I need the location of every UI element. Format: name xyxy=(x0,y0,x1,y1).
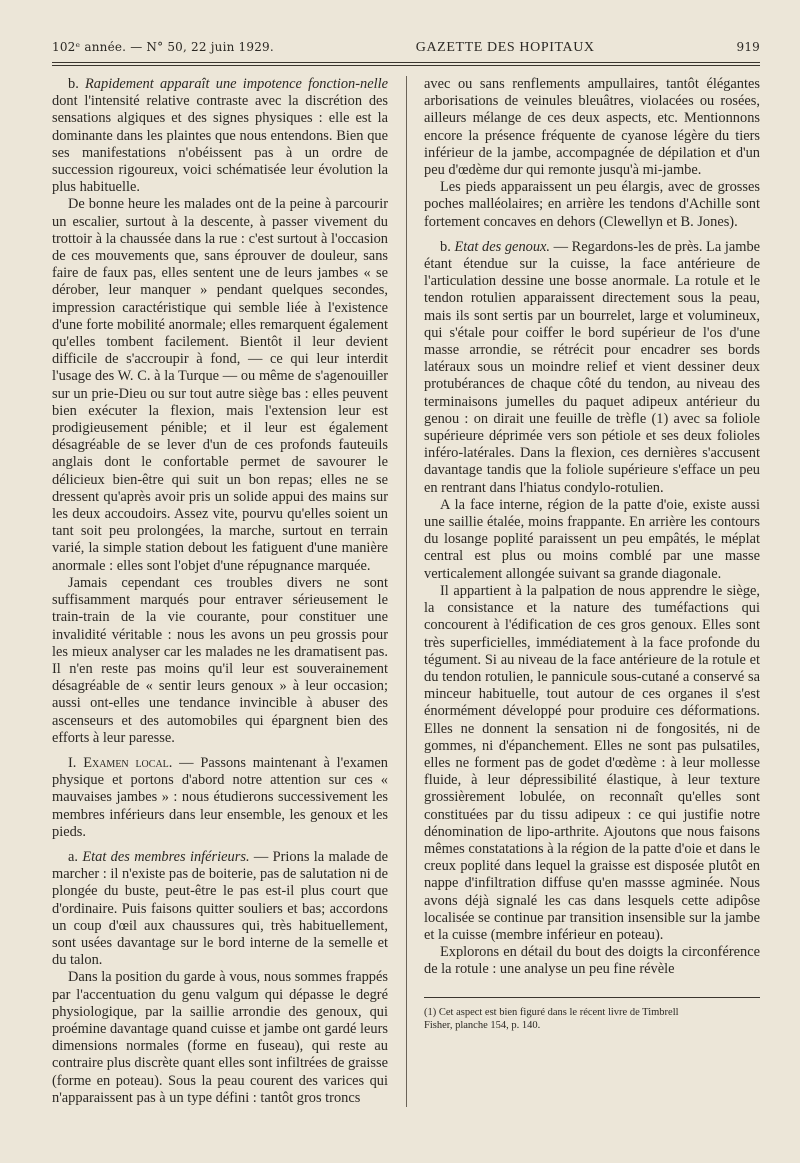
paragraph xyxy=(52,755,388,841)
emphasis: Etat des membres inférieurs. xyxy=(82,848,250,865)
paragraph xyxy=(424,944,760,978)
emphasis: Etat des genoux. xyxy=(454,238,551,255)
paragraph-text: — Passons maintenant à l'examen physique et portons d'abord notre attention sur ces « mauvaises jambes » : nous étudierons successivement les membres inférieurs dans leur ensemble, les genoux et les pieds. xyxy=(52,754,389,840)
paragraph xyxy=(52,575,388,747)
footnote-line-2: Fisher, planche 154, p. 140. xyxy=(424,1019,541,1031)
paragraph xyxy=(424,583,760,944)
header-rule xyxy=(52,62,760,63)
paragraph xyxy=(424,497,760,583)
paragraph xyxy=(424,76,760,179)
paragraph xyxy=(52,969,388,1107)
article-body xyxy=(52,76,760,1107)
paragraph-lead: a. xyxy=(68,848,83,865)
page-number: 919 xyxy=(736,40,760,54)
header-rule-thin xyxy=(52,65,760,66)
footnote-line-1: (1) Cet aspect est bien figuré dans le récent livre de Timbrell xyxy=(424,1006,679,1018)
right-column xyxy=(424,76,760,1107)
paragraph-text: — Prions la malade de marcher : il n'existe pas de boiterie, pas de salutation ni de plongée du buste, peut-être le pas est-il plus court que d'ordinaire. Puis faisons quitter souliers et bas; accordons un coup d'œil aux chaussures qui, très habituellement, sont usées davantage sur le bord interne de la semelle et du talon. xyxy=(52,848,388,969)
paragraph-text: A la face interne, région de la patte d'oie, existe aussi une saillie étalée, moins frappante. En arrière les contours du losange poplité paraissent un peu empâtés, le méplat central est plus ou moins comblé par une masse verticalement allongée suivant sa grande diagonale. xyxy=(424,496,760,582)
paragraph-lead: b. xyxy=(68,76,86,92)
running-header xyxy=(52,40,760,62)
paragraph-text: avec ou sans renflements ampullaires, tantôt élégantes arborisations de veinules bleuâtres, violacées ou rosées, ailleurs mélange de ces deux aspects, etc. Mentionnons encore la présence fréquente de cyanose légère du tiers inférieur de la jambe, accompagnée de dépilation et d'un peu d'œdème dur qui remonte jusqu'à mi-jambe. xyxy=(424,76,760,179)
paragraph-text: Jamais cependant ces troubles divers ne sont suffisamment marqués pour entraver sérieusement le train-train de la vie courante, pour constituer une invalidité véritable : nous les avons un peu grossis pour les mieux analyser car les malades ne les dramatisent pas. Il n'en reste pas moins qu'il leur est souverainement désagréable de « sentir leurs genoux » à leur occasion; aussi ont-elles une tendance invincible à abuser des ascenseurs et des automobiles qui épargnent bien des efforts à leur paresse. xyxy=(52,574,388,746)
paragraph-text: De bonne heure les malades ont de la peine à parcourir un escalier, surtout à la descente, à passer vivement du trottoir à la chaussée dans la rue : c'est surtout à l'occasion de ces mouvements que, sans éprouver de douleur, sans faire de faux pas, elles sentent une de leurs jambes « se dérober, leur manquer » pendant quelques secondes, impression caractéristique qui semble liée à l'existence d'une forte mobilité anormale; elles remarquent également qu'elles tombent facilement. Bientôt il leur devient difficile de s'accroupir à fond, — ce qui leur interdit l'usage des W. C. à la Turque — ou même de s'agenouiller sur un prie-Dieu ou sur tout autre siège bas : elles peuvent bien exécuter la flexion, mais l'extension leur est prodigieusement pénible; et il leur est également désagréable de se lever d'un de ces profonds fauteuils anglais dont le confortable permet de savourer le délicieux bien-être qui suit un bon repas; elles ne se dressent qu'après avoir pris un solide appui des mains sur les deux accoudoirs. Assez vite, pourvu qu'elles soient un tant soit peu prolongées, la marche, surtout en terrain varié, la simple station debout les fatiguent d'une manière anormale : elles sont l'objet d'une répugnance marquée. xyxy=(52,196,388,574)
left-column xyxy=(52,76,388,1107)
right-column-text xyxy=(424,76,760,979)
section-heading: I. Examen local. xyxy=(68,754,173,771)
journal-title: GAZETTE DES HOPITAUX xyxy=(415,40,595,55)
paragraph xyxy=(52,196,388,574)
paragraph-text: — Regardons-les de près. La jambe étant étendue sur la cuisse, la face antérieure de l'articulation dessine une bosse anormale. La rotule et le tendon rotulien apparaissent directement sous la peau, mais ils sont sertis par un bourrelet, large et volumineux, qui s'étale pour coiffer le bord supérieur de l'os d'une masse arrondie, se rétrécit pour encadrer ses bords latéraux sous un moindre relief et vient dessiner deux protubérances de chaque côté du tendon, au niveau des terminaisons jumelles du paquet adipeux antérieur du genou : on dirait une feuille de trèfle (1) avec sa foliole supérieure déprimée vers son pétiole et ses deux folioles inféro-latérales. Dans la flexion, ces dernières s'accusent davantage tandis que la foliole supérieure s'efface un peu en rentrant dans l'hiatus condylo-rotulien. xyxy=(424,238,761,496)
paragraph xyxy=(424,179,760,231)
column-divider xyxy=(406,76,407,1107)
paragraph-text: Explorons en détail du bout des doigts la circonférence de la rotule : une analyse un peu fine révèle xyxy=(424,944,760,978)
paragraph-text: dont l'intensité relative contraste avec la discrétion des sensations algiques et des signes physiques : elle est la dominante dans les plaintes que nous entendons. Bien que ses manifestations n'obéissent pas à un ordre de succession rigoureux, voici schématisée leur évolution la plus habituelle. xyxy=(52,93,388,196)
paragraph-text: Dans la position du garde à vous, nous sommes frappés par l'accentuation du genu valgum qui dépasse le degré physiologique, par la saillie arrondie des genoux, qui proémine davantage quand cuisse et jambe ont gardé leurs dimensions normales (forme en fuseau), qui reste au contraire plus discrète quant elles sont infiltrées de graisse (forme en poteau). Sous la peau courent des varices qui n'apparaissent pas à un type défini : tantôt gros troncs xyxy=(52,969,388,1106)
paragraph-text: Il appartient à la palpation de nous apprendre le siège, la consistance et la nature des tuméfactions qui concourent à l'édification de ces gros genoux. Elles sont très superficielles, immédiatement à la face profonde du tégument. Si au niveau de la face antérieure de la rotule et du tendon rotulien, le pannicule sous-cutané a conservé sa minceur habituelle, tout autour de ces organes il s'est énormément développé pour produire ces déformations. Elles ne donnent la sensation ni de fongosités, ni de gommes, ni d'épanchement. Elles ne sont pas pulsatiles, elles ne forment pas de godet d'œdème : à leur mollesse fluide, à leur dépressibilité élastique, à leur texture grossièrement lobulée, on reconnaît qu'elles sont constituées par du tissu adipeux : ce qui justifie notre dénomination de lipo-arthrite. Ajoutons que nous faisons mêmes constatations à la région de la patte d'oie et dans le creux poplité dans lequel la graisse est disposée plutôt en nappe d'infiltration diffuse qu'en massse agminée. Nous avons déjà signalé les cas dans lesquels cette adipôse localisée se continue par transition insensible sur la jambe et la cuisse (membre inférieur en poteau). xyxy=(424,582,760,943)
issue-info: 102ᵉ année. — N° 50, 22 juin 1929. xyxy=(52,40,274,54)
paragraph-lead: b. xyxy=(440,238,455,255)
emphasis: Rapidement apparaît une impotence fonction-nelle xyxy=(85,76,389,92)
footnote-rule xyxy=(424,997,760,998)
paragraph-text: Les pieds apparaissent un peu élargis, avec de grosses poches malléolaires; en arrière les tendons d'Achille sont fortement concaves en dehors (Clewellyn et B. Jones). xyxy=(424,179,760,230)
footnote xyxy=(424,1006,760,1032)
paragraph xyxy=(424,239,760,497)
paragraph xyxy=(52,849,388,969)
paragraph xyxy=(52,76,388,196)
